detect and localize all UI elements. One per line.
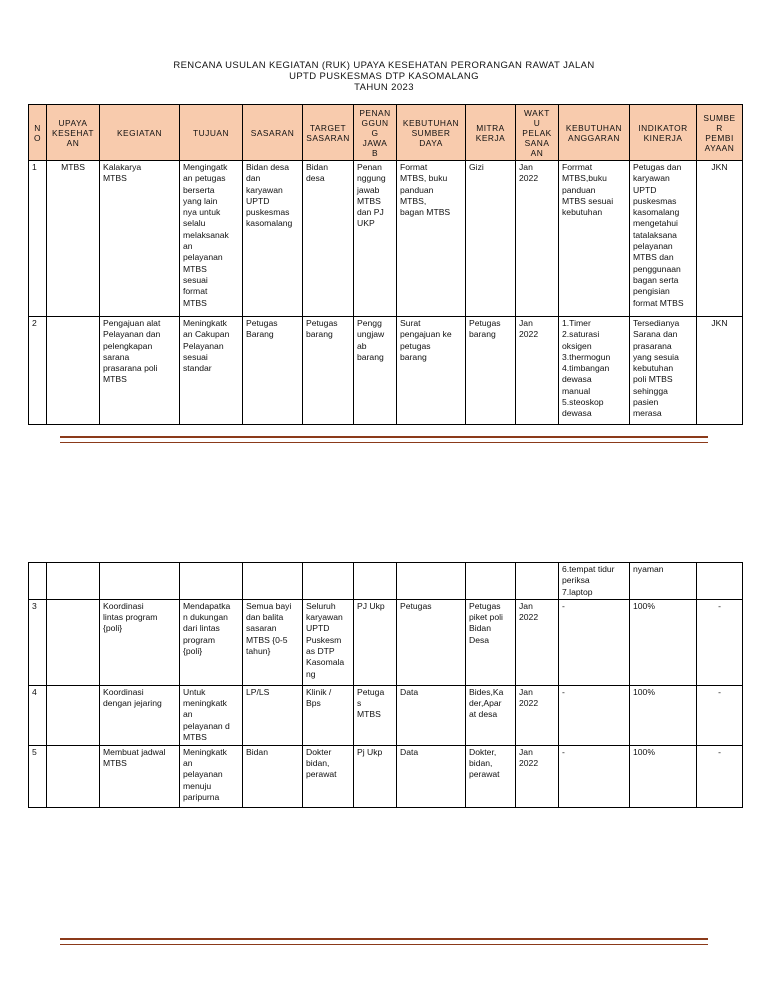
cell-kegiatan: Membuat jadwal MTBS	[100, 745, 180, 807]
cell-sumber-daya: Surat pengajuan ke petugas barang	[397, 317, 466, 425]
cell-target: Petugas barang	[303, 317, 354, 425]
header-indikator: INDIKATOR KINERJA	[630, 105, 697, 161]
cell-indikator: nyaman	[630, 563, 697, 600]
cell-waktu: Jan 2022	[516, 161, 559, 317]
header-kegiatan: KEGIATAN	[100, 105, 180, 161]
cell-mitra: Gizi	[466, 161, 516, 317]
cell-no: 4	[29, 685, 47, 745]
cell-waktu: Jan 2022	[516, 599, 559, 685]
cell-indikator: 100%	[630, 745, 697, 807]
cell-sumber-daya: Format MTBS, buku panduan MTBS, bagan MTBS	[397, 161, 466, 317]
cell-indikator: 100%	[630, 685, 697, 745]
cell-target	[303, 563, 354, 600]
cell-tujuan: Untuk meningkatk an pelayanan d MTBS	[180, 685, 243, 745]
cell-upaya	[47, 563, 100, 600]
page-footer-rule	[60, 436, 708, 443]
cell-kegiatan: Koordinasi dengan jejaring	[100, 685, 180, 745]
table-row	[29, 161, 743, 317]
cell-pj: Pj Ukp	[354, 745, 397, 807]
cell-waktu: Jan 2022	[516, 745, 559, 807]
cell-anggaran: -	[559, 685, 630, 745]
cell-pj: Petuga s MTBS	[354, 685, 397, 745]
cell-pj: PJ Ukp	[354, 599, 397, 685]
cell-kegiatan: Pengajuan alat Pelayanan dan pelengkapan sarana prasarana poli MTBS	[100, 317, 180, 425]
table-row	[29, 317, 743, 425]
cell-kegiatan: Kalakarya MTBS	[100, 161, 180, 317]
cell-pj: Pengg ungjaw ab barang	[354, 317, 397, 425]
table-row	[29, 563, 743, 600]
cell-upaya	[47, 685, 100, 745]
cell-sasaran: Semua bayi dan balita sasaran MTBS {0-5 tahun}	[243, 599, 303, 685]
cell-no: 5	[29, 745, 47, 807]
doc-title-line1: RENCANA USULAN KEGIATAN (RUK) UPAYA KESEHATAN PERORANGAN RAWAT JALAN	[173, 60, 595, 71]
header-sumber: SUMBE R PEMBI AYAAN	[697, 105, 743, 161]
cell-pj	[354, 563, 397, 600]
cell-tujuan: Mengingatk an petugas berserta yang lain nya untuk selalu melaksanak an pelayanan MTBS sesuai format MTBS	[180, 161, 243, 317]
cell-upaya	[47, 599, 100, 685]
cell-kegiatan	[100, 563, 180, 600]
cell-indikator: 100%	[630, 599, 697, 685]
cell-sasaran: Petugas Barang	[243, 317, 303, 425]
cell-upaya	[47, 745, 100, 807]
cell-sasaran: LP/LS	[243, 685, 303, 745]
cell-no	[29, 563, 47, 600]
doc-title-line3: TAHUN 2023	[354, 82, 414, 93]
cell-anggaran: 6.tempat tidur periksa 7.laptop	[559, 563, 630, 600]
cell-sumber-daya: Petugas	[397, 599, 466, 685]
cell-mitra	[466, 563, 516, 600]
cell-indikator: Tersedianya Sarana dan prasarana yang sesuia kebutuhan poli MTBS sehingga pasien merasa	[630, 317, 697, 425]
cell-tujuan: Meningkatk an Cakupan Pelayanan sesuai standar	[180, 317, 243, 425]
cell-no: 3	[29, 599, 47, 685]
cell-sasaran: Bidan	[243, 745, 303, 807]
table-row	[29, 745, 743, 807]
cell-target: Bidan desa	[303, 161, 354, 317]
cell-sumber: JKN	[697, 317, 743, 425]
cell-sumber: -	[697, 685, 743, 745]
ruk-table-page2	[28, 562, 743, 808]
table-row	[29, 599, 743, 685]
cell-target: Seluruh karyawan UPTD Puskesm as DTP Kasomala ng	[303, 599, 354, 685]
page-footer-rule	[60, 938, 708, 945]
cell-pj: Penan nggung jawab MTBS dan PJ UKP	[354, 161, 397, 317]
cell-waktu	[516, 563, 559, 600]
header-tujuan: TUJUAN	[180, 105, 243, 161]
cell-sasaran	[243, 563, 303, 600]
cell-tujuan: Meningkatk an pelayanan menuju paripurna	[180, 745, 243, 807]
cell-sasaran: Bidan desa dan karyawan UPTD puskesmas kasomalang	[243, 161, 303, 317]
cell-anggaran: Forrmat MTBS,buku panduan MTBS sesuai kebutuhan	[559, 161, 630, 317]
cell-tujuan: Mendapatka n dukungan dari lintas program {poli}	[180, 599, 243, 685]
cell-sumber-daya: Data	[397, 685, 466, 745]
header-row	[29, 105, 743, 161]
header-mitra: MITRA KERJA	[466, 105, 516, 161]
cell-anggaran: 1.Timer 2.saturasi oksigen 3.thermogun 4.timbangan dewasa manual 5.steoskop dewasa	[559, 317, 630, 425]
cell-sumber-daya: Data	[397, 745, 466, 807]
cell-anggaran: -	[559, 745, 630, 807]
header-anggaran: KEBUTUHAN ANGGARAN	[559, 105, 630, 161]
header-no: N O	[29, 105, 47, 161]
cell-anggaran: -	[559, 599, 630, 685]
cell-mitra: Petugas piket poli Bidan Desa	[466, 599, 516, 685]
cell-tujuan	[180, 563, 243, 600]
cell-upaya	[47, 317, 100, 425]
cell-mitra: Bides,Ka der,Apar at desa	[466, 685, 516, 745]
cell-target: Dokter bidan, perawat	[303, 745, 354, 807]
cell-mitra: Petugas barang	[466, 317, 516, 425]
cell-upaya: MTBS	[47, 161, 100, 317]
cell-target: Klinik / Bps	[303, 685, 354, 745]
header-pj: PENAN GGUN G JAWA B	[354, 105, 397, 161]
header-target: TARGET SASARAN	[303, 105, 354, 161]
table-row	[29, 685, 743, 745]
cell-sumber: -	[697, 745, 743, 807]
cell-sumber	[697, 563, 743, 600]
cell-waktu: Jan 2022	[516, 685, 559, 745]
header-sumber-daya: KEBUTUHAN SUMBER DAYA	[397, 105, 466, 161]
cell-indikator: Petugas dan karyawan UPTD puskesmas kasomalang mengetahui tatalaksana pelayanan MTBS dan penggunaan bagan serta pengisian format MTBS	[630, 161, 697, 317]
cell-kegiatan: Koordinasi lintas program {poli}	[100, 599, 180, 685]
ruk-table-page1	[28, 104, 743, 425]
cell-mitra: Dokter, bidan, perawat	[466, 745, 516, 807]
header-sasaran: SASARAN	[243, 105, 303, 161]
cell-no: 2	[29, 317, 47, 425]
cell-sumber: -	[697, 599, 743, 685]
cell-sumber-daya	[397, 563, 466, 600]
cell-no: 1	[29, 161, 47, 317]
header-waktu: WAKT U PELAK SANA AN	[516, 105, 559, 161]
cell-waktu: Jan 2022	[516, 317, 559, 425]
doc-title-line2: UPTD PUSKESMAS DTP KASOMALANG	[289, 71, 479, 82]
cell-sumber: JKN	[697, 161, 743, 317]
header-upaya: UPAYA KESEHAT AN	[47, 105, 100, 161]
